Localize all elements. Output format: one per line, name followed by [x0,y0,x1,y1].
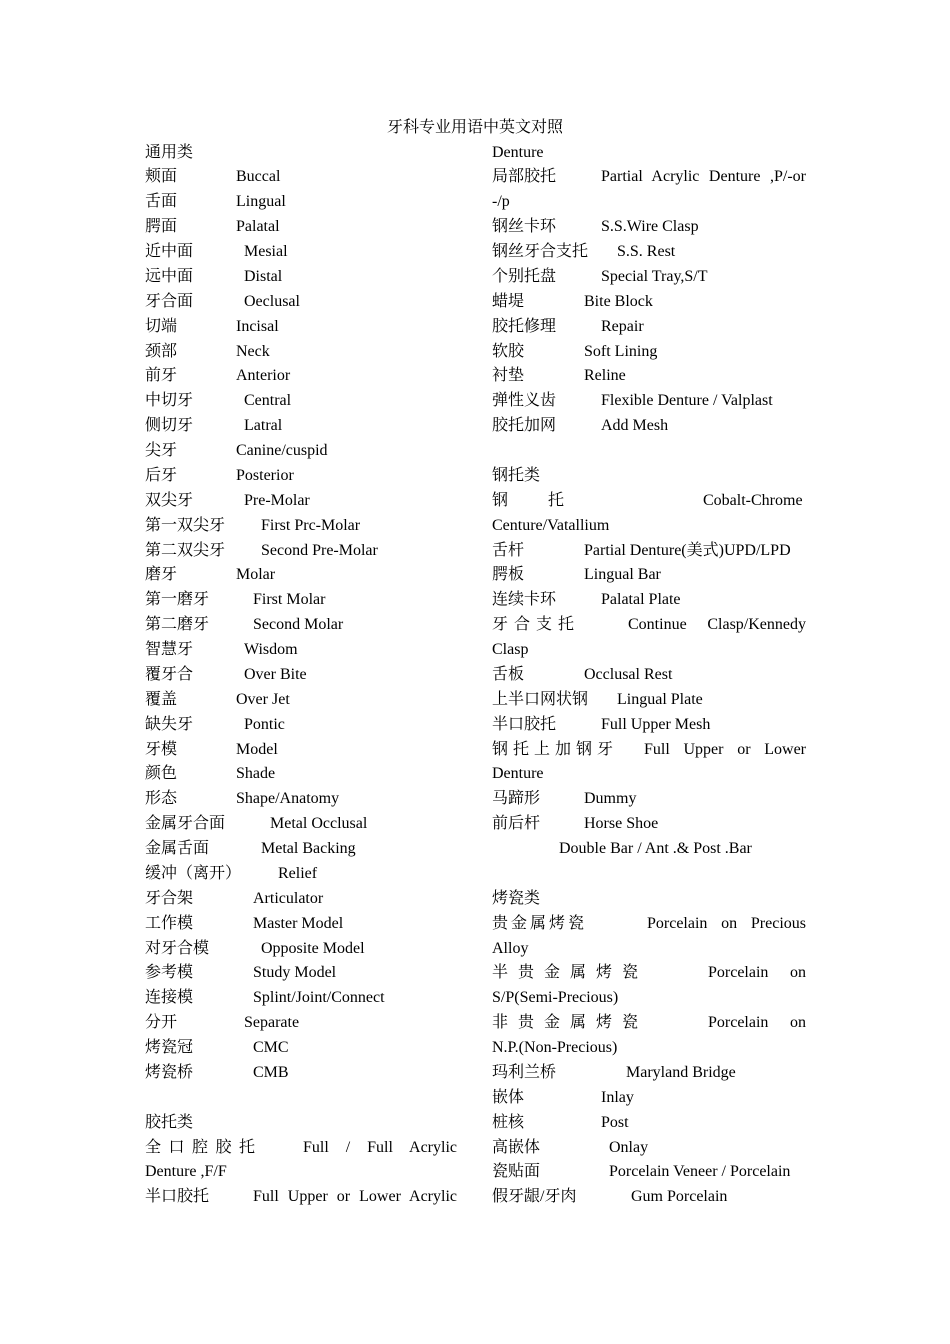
term-english: Continue Clasp/Kennedy [628,616,806,634]
term-row [492,1061,806,1086]
term-chinese: 局部胶托 [492,168,557,186]
term-row [145,1061,457,1086]
term-english-continued: Denture [492,143,544,161]
section-heading-row [145,1111,457,1136]
term-english: Onlay [609,1138,649,1156]
term-english: Partial Acrylic Denture ,P/-or [601,168,806,186]
term-chinese: 第一磨牙 [145,591,210,609]
section-heading: 通用类 [145,143,194,161]
term-row [145,439,457,464]
term-chinese: 形态 [145,790,178,808]
term-english: Reline [584,367,626,385]
term-chinese: 分开 [145,1014,178,1032]
term-english: Over Jet [236,690,290,708]
term-row [492,240,806,265]
term-row [145,1036,457,1061]
term-english: First Molar [253,591,326,609]
term-chinese: 软胶 [492,342,525,360]
term-row [145,713,457,738]
term-chinese: 牙合面 [145,292,194,310]
document-title: 牙科专业用语中英文对照 [386,119,563,136]
term-english: Neck [236,342,270,360]
term-english: Gum Porcelain [631,1188,728,1206]
right-column [492,141,806,1211]
term-row [492,961,806,986]
term-english: Full Upper Mesh [601,715,711,733]
term-chinese: 舌杆 [492,541,525,559]
term-row [492,912,806,937]
term-english: Full / Full Acrylic [303,1138,457,1156]
term-english-continued: Clasp [492,641,529,658]
term-row [492,1185,806,1210]
term-english: Posterior [236,466,294,484]
term-chinese: 半口胶托 [492,715,557,733]
continuation-row [492,514,806,539]
term-row [492,414,806,439]
term-english: Add Mesh [601,417,669,435]
term-row [145,912,457,937]
blank-row [145,1086,457,1111]
term-english: Full Upper or Lower Acrylic [253,1188,457,1206]
term-row [492,340,806,365]
term-chinese: 覆盖 [145,690,178,708]
term-english: Study Model [253,964,337,982]
term-chinese: 蜡堤 [492,292,525,310]
term-english: Opposite Model [261,939,365,957]
term-english: Porcelain on Precious [647,914,806,932]
term-chinese: 后牙 [145,466,178,484]
term-row [145,240,457,265]
term-english-continued: Double Bar / Ant .& Post .Bar [559,840,752,857]
term-row [492,688,806,713]
term-row [145,489,457,514]
term-row [145,762,457,787]
term-chinese: 前牙 [145,367,178,385]
term-chinese: 衬垫 [492,367,525,385]
term-chinese: 参考模 [145,964,194,982]
continuation-row [492,190,806,215]
term-chinese: 第二磨牙 [145,616,210,634]
term-english-continued: Denture ,F/F [145,1163,227,1181]
term-chinese: 弹性义齿 [492,392,557,410]
term-row [145,937,457,962]
term-row [492,389,806,414]
term-row [492,364,806,389]
term-row [145,364,457,389]
term-row [492,787,806,812]
term-row [492,265,806,290]
term-chinese: 牙合架 [145,889,194,907]
term-english: Horse Shoe [584,815,659,833]
term-english: S.S. Rest [617,243,676,260]
term-chinese: 嵌体 [492,1088,525,1106]
term-row [492,1111,806,1136]
term-chinese: 智慧牙 [145,641,194,658]
term-english-continued: N.P.(Non-Precious) [492,1039,618,1056]
term-chinese: 连接模 [145,989,194,1007]
term-row [145,986,457,1011]
term-row [492,165,806,190]
term-english: Articulator [253,889,324,907]
term-english-continued: Denture [492,765,544,783]
term-row [145,663,457,688]
term-english-continued: Centure/Vatallium [492,516,610,534]
term-row [145,1136,457,1161]
term-english: S.S.Wire Clasp [601,218,699,236]
term-row [145,787,457,812]
term-chinese: 钢托上加钢牙 [492,740,619,758]
term-row [145,1011,457,1036]
term-english-continued: -/p [492,193,510,211]
term-english: Over Bite [244,665,307,683]
term-chinese: 尖牙 [145,442,178,459]
term-chinese: 第一双尖牙 [145,516,226,534]
section-heading-row [492,464,806,489]
term-english: Latral [244,417,283,435]
term-chinese: 舌面 [145,193,178,211]
term-english: Post [601,1113,629,1131]
term-chinese: 前后杆 [492,815,541,833]
term-row [145,588,457,613]
term-chinese: 半贵金属烤瓷 [492,964,649,982]
term-chinese: 近中面 [145,243,194,260]
section-heading: 胶托类 [145,1113,194,1131]
term-chinese: 假牙龈/牙肉 [492,1188,577,1206]
term-row [492,290,806,315]
term-english: Shade [236,765,276,783]
term-chinese: 双尖牙 [145,491,194,509]
term-english: CMC [253,1039,289,1056]
term-chinese: 胶托加网 [492,417,557,435]
term-chinese: 牙合支托 [492,616,581,634]
term-chinese: 工作模 [145,914,194,932]
term-chinese: 全口腔胶托 [145,1138,263,1156]
term-chinese: 腭板 [492,566,525,584]
term-chinese: 颈部 [145,342,178,360]
term-row [145,414,457,439]
term-row [145,862,457,887]
term-chinese: 烤瓷桥 [145,1063,194,1081]
term-english: Incisal [236,317,279,335]
term-row [492,738,806,763]
term-english: Second Molar [253,616,344,634]
term-chinese: 连续卡环 [492,591,557,609]
section-heading-row [145,141,457,166]
term-chinese: 缓冲（离开） [145,864,242,882]
term-english: Porcelain Veneer / Porcelain [609,1163,791,1181]
term-chinese: 马蹄形 [492,790,541,808]
term-english: Oeclusal [244,292,300,310]
term-english: Flexible Denture / Valplast [601,392,773,410]
section-heading: 钢托类 [492,466,541,484]
term-english: Model [236,740,278,758]
term-chinese: 钢丝卡环 [492,218,557,236]
term-english: Cobalt-Chrome [703,491,803,509]
term-chinese: 钢托 [492,491,605,509]
term-chinese: 切端 [145,317,178,335]
term-english: Distal [244,267,283,285]
term-english: Full Upper or Lower [644,740,806,758]
term-row [145,215,457,240]
term-chinese: 钢丝牙合支托 [492,243,589,260]
term-row [145,290,457,315]
term-chinese: 腭面 [145,218,178,236]
term-chinese: 第二双尖牙 [145,541,226,559]
term-chinese: 覆牙合 [145,665,194,683]
term-row [492,315,806,340]
term-english: Bite Block [584,292,653,310]
term-row [492,613,806,638]
term-chinese: 颜色 [145,765,178,783]
term-english: Lingual Bar [584,566,661,584]
term-chinese: 金属牙合面 [145,815,226,833]
term-row [145,389,457,414]
term-chinese: 上半口网状钢 [492,690,589,708]
continuation-row [492,762,806,787]
term-row [145,340,457,365]
term-english: Occlusal Rest [584,665,673,683]
term-chinese: 桩核 [492,1113,525,1131]
term-row [492,563,806,588]
blank-row [492,439,806,464]
term-chinese: 舌板 [492,665,525,683]
term-chinese: 贵金属烤瓷 [492,914,588,932]
term-english: Molar [236,566,276,584]
term-english: Splint/Joint/Connect [253,989,385,1007]
term-row [145,514,457,539]
term-english: Partial Denture(美式)UPD/LPD [584,541,791,559]
continuation-row [492,1036,806,1061]
term-row [492,215,806,240]
term-row [492,1086,806,1111]
term-chinese: 中切牙 [145,392,194,410]
term-row [145,961,457,986]
term-english: Lingual [236,193,286,211]
term-english: Canine/cuspid [236,442,328,459]
term-english: Separate [244,1014,300,1032]
term-english: Metal Occlusal [270,815,368,833]
term-row [492,489,806,514]
term-row [492,588,806,613]
term-row [145,165,457,190]
term-english: Relief [278,864,318,882]
term-row [145,887,457,912]
continuation-row [492,638,806,663]
term-english: Inlay [601,1088,634,1106]
term-english: Pre-Molar [244,491,310,509]
term-chinese: 半口胶托 [145,1188,210,1206]
term-row [492,1136,806,1161]
term-english: Mesial [244,243,288,260]
term-row [145,738,457,763]
term-row [492,663,806,688]
term-english: Maryland Bridge [626,1063,736,1081]
term-chinese: 玛利兰桥 [492,1063,557,1081]
term-chinese: 颊面 [145,168,178,186]
term-row [492,713,806,738]
term-english: Porcelain on [708,964,806,982]
term-chinese: 个别托盘 [492,267,557,285]
term-row [492,812,806,837]
term-chinese: 缺失牙 [145,715,194,733]
term-english: Master Model [253,914,344,932]
term-row [492,1011,806,1036]
term-english: Palatal [236,218,280,236]
term-english: Repair [601,317,644,335]
term-english: Lingual Plate [617,690,703,708]
term-row [492,1160,806,1185]
term-row [145,315,457,340]
term-row [145,464,457,489]
term-english: Pontic [244,715,285,733]
term-row [145,613,457,638]
term-chinese: 远中面 [145,267,194,285]
term-english: Wisdom [244,641,298,658]
section-heading-row [492,887,806,912]
term-english: Soft Lining [584,342,658,360]
term-english: First Prc-Molar [261,516,361,534]
blank-row [492,862,806,887]
term-row [145,812,457,837]
term-row [145,1185,457,1210]
term-english: Palatal Plate [601,591,681,609]
continuation-row [492,141,806,166]
section-heading: 烤瓷类 [492,889,541,907]
continuation-row [492,986,806,1011]
term-english: Buccal [236,168,281,186]
term-chinese: 牙模 [145,740,178,758]
term-row [145,837,457,862]
term-chinese: 烤瓷冠 [145,1039,194,1056]
term-chinese: 胶托修理 [492,317,557,335]
continuation-row [492,837,806,862]
term-english: Dummy [584,790,637,808]
continuation-row [145,1160,457,1185]
term-chinese: 磨牙 [145,566,178,584]
term-english: Special Tray,S/T [601,267,708,285]
term-row [492,539,806,564]
term-english: Metal Backing [261,840,356,857]
term-row [145,688,457,713]
term-row [145,265,457,290]
term-english-continued: Alloy [492,939,529,957]
term-english: CMB [253,1063,289,1081]
term-chinese: 高嵌体 [492,1138,541,1156]
term-chinese: 对牙合模 [145,939,210,957]
term-english: Second Pre-Molar [261,541,378,559]
term-row [145,638,457,663]
term-row [145,190,457,215]
term-english-continued: S/P(Semi-Precious) [492,989,619,1007]
term-english: Shape/Anatomy [236,790,340,808]
term-chinese: 非贵金属烤瓷 [492,1014,649,1032]
term-row [145,539,457,564]
left-column [145,141,457,1211]
term-english: Porcelain on [708,1014,806,1032]
term-english: Central [244,392,292,410]
continuation-row [492,937,806,962]
term-chinese: 瓷贴面 [492,1163,541,1181]
term-row [145,563,457,588]
term-chinese: 金属舌面 [145,840,210,857]
term-chinese: 侧切牙 [145,417,194,435]
term-english: Anterior [236,367,291,385]
